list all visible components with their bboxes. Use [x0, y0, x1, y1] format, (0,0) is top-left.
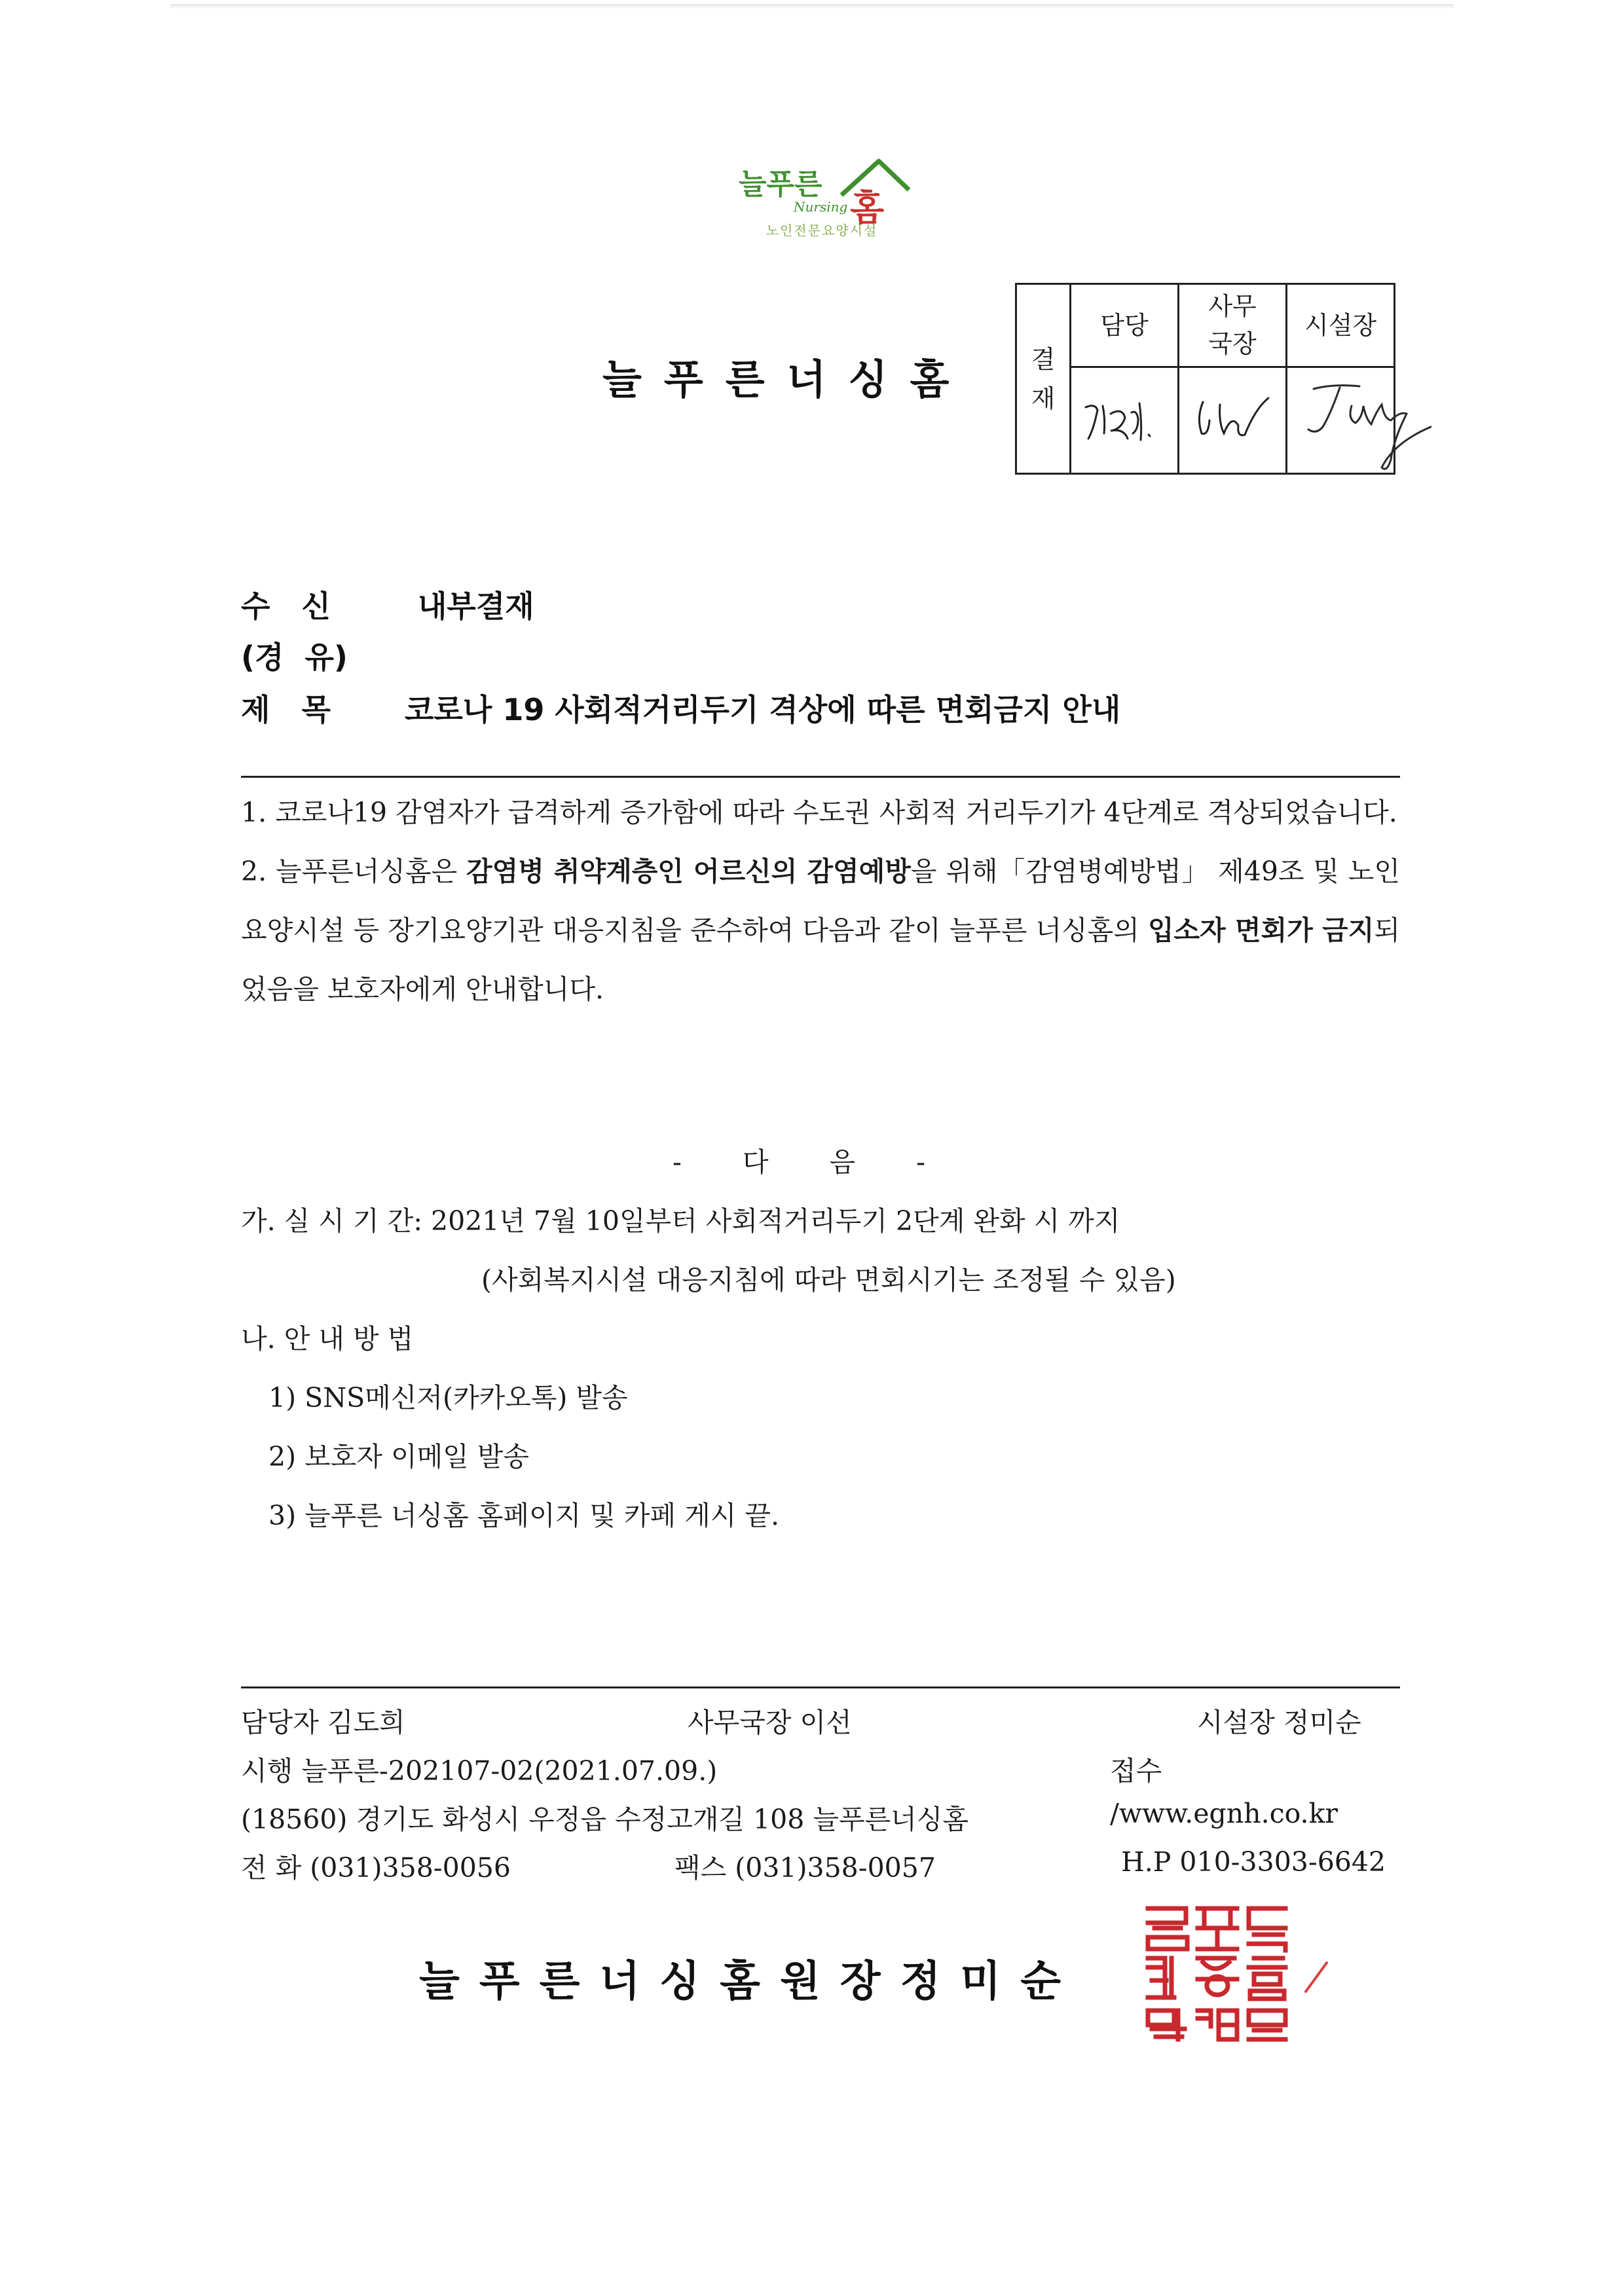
closing-signatory: 늘푸른너싱홈원장정미순 [419, 1958, 1081, 2006]
approval-header-director: 사무 국장 [1179, 284, 1287, 367]
signature-director [1179, 367, 1287, 474]
method-item-3: 3) 늘푸른 너싱홈 홈페이지 및 카페 게시 끝. [268, 1500, 780, 1531]
recipient-row [241, 583, 534, 626]
signature-staff [1071, 367, 1179, 474]
subject-value: 코로나 19 사회적거리두기 격상에 따른 면회금지 안내 [405, 692, 1121, 727]
footer-director: 사무국장 이선 [688, 1707, 852, 1738]
logo-subtitle: 노인전문요양시설 [766, 223, 878, 238]
signature-head [1287, 367, 1395, 474]
emphasis-visit-ban: 입소자 면회가 금지 [1147, 915, 1375, 946]
via-label: (경 유) [241, 640, 348, 675]
method-item-1: 1) SNS메신저(카카오톡) 발송 [268, 1382, 628, 1413]
handwritten-signature-head [1287, 355, 1431, 486]
emphasis-infection-prevention: 감염병 취약계층인 어르신의 감염예방 [466, 856, 911, 887]
footer-staff: 담당자 김도희 [241, 1707, 405, 1738]
footer-enforce: 시행 늘푸른-202107-02(2021.07.09.) [241, 1755, 718, 1787]
via-row [241, 634, 418, 677]
org-title: 늘푸른너싱홈 [602, 355, 972, 403]
logo-home-glyph: 홈 [850, 187, 885, 228]
body-paragraphs [241, 783, 1400, 1019]
approval-header-head: 시설장 [1287, 284, 1395, 367]
recipient-label: 수 신 [241, 589, 331, 624]
approval-table [1015, 283, 1395, 475]
period-note: (사회복지시설 대응지침에 따라 면회시기는 조정될 수 있음) [481, 1264, 1176, 1296]
footer-phone: 전 화 (031)358-0056 [241, 1852, 511, 1884]
period-line: 가. 실 시 기 간: 2021년 7월 10일부터 사회적거리두기 2단계 완화 시 까지 [241, 1205, 1120, 1237]
footer-fax: 팩스 (031)358-0057 [674, 1852, 936, 1884]
footer-divider [241, 1686, 1400, 1688]
subject-label: 제 목 [241, 692, 331, 727]
method-line: 나. 안 내 방 법 [241, 1323, 414, 1355]
approval-header-staff: 담당 [1071, 284, 1179, 367]
logo-brand-text: 늘푸른 [739, 168, 822, 201]
handwritten-signature-staff [1071, 368, 1177, 473]
footer-address: (18560) 경기도 화성시 우정읍 수정고개길 108 늘푸른너싱홈 [241, 1804, 969, 1835]
official-seal-stamp [1143, 1902, 1293, 2052]
method-item-2: 2) 보호자 이메일 발송 [268, 1441, 530, 1472]
paragraph-2: 2. 늘푸른너싱홈은 감염병 취약계층인 어르신의 감염예방을 위해「감염병예방법」 제49조 및 노인요양시설 등 장기요양기관 대응지침을 준수하여 다음과 같이 늘푸른 너싱홈의 입소자 면회가 금지되었음을 보호자에게 안내합니다. [241, 856, 1400, 1005]
recipient-value: 내부결재 [418, 589, 534, 624]
footer-receipt: 접수 [1110, 1755, 1162, 1787]
next-heading: - 다 음 - [672, 1146, 952, 1178]
footer-website: /www.egnh.co.kr [1110, 1798, 1338, 1829]
paragraph-1: 1. 코로나19 감염자가 급격하게 증가함에 따라 수도권 사회적 거리두기가 4단계로 격상되었습니다. [241, 797, 1397, 828]
footer-head: 시설장 정미순 [1197, 1707, 1361, 1738]
seal-tick-mark [1303, 1958, 1329, 1997]
handwritten-signature-director [1179, 368, 1285, 473]
scan-edge-shadow [170, 4, 1454, 9]
approval-side-label: 결 재 [1016, 284, 1071, 474]
footer-mobile: H.P 010-3303-6642 [1121, 1846, 1386, 1878]
header-divider [241, 776, 1400, 778]
logo-tagline: Nursing [794, 199, 848, 215]
subject-row [241, 686, 1120, 729]
